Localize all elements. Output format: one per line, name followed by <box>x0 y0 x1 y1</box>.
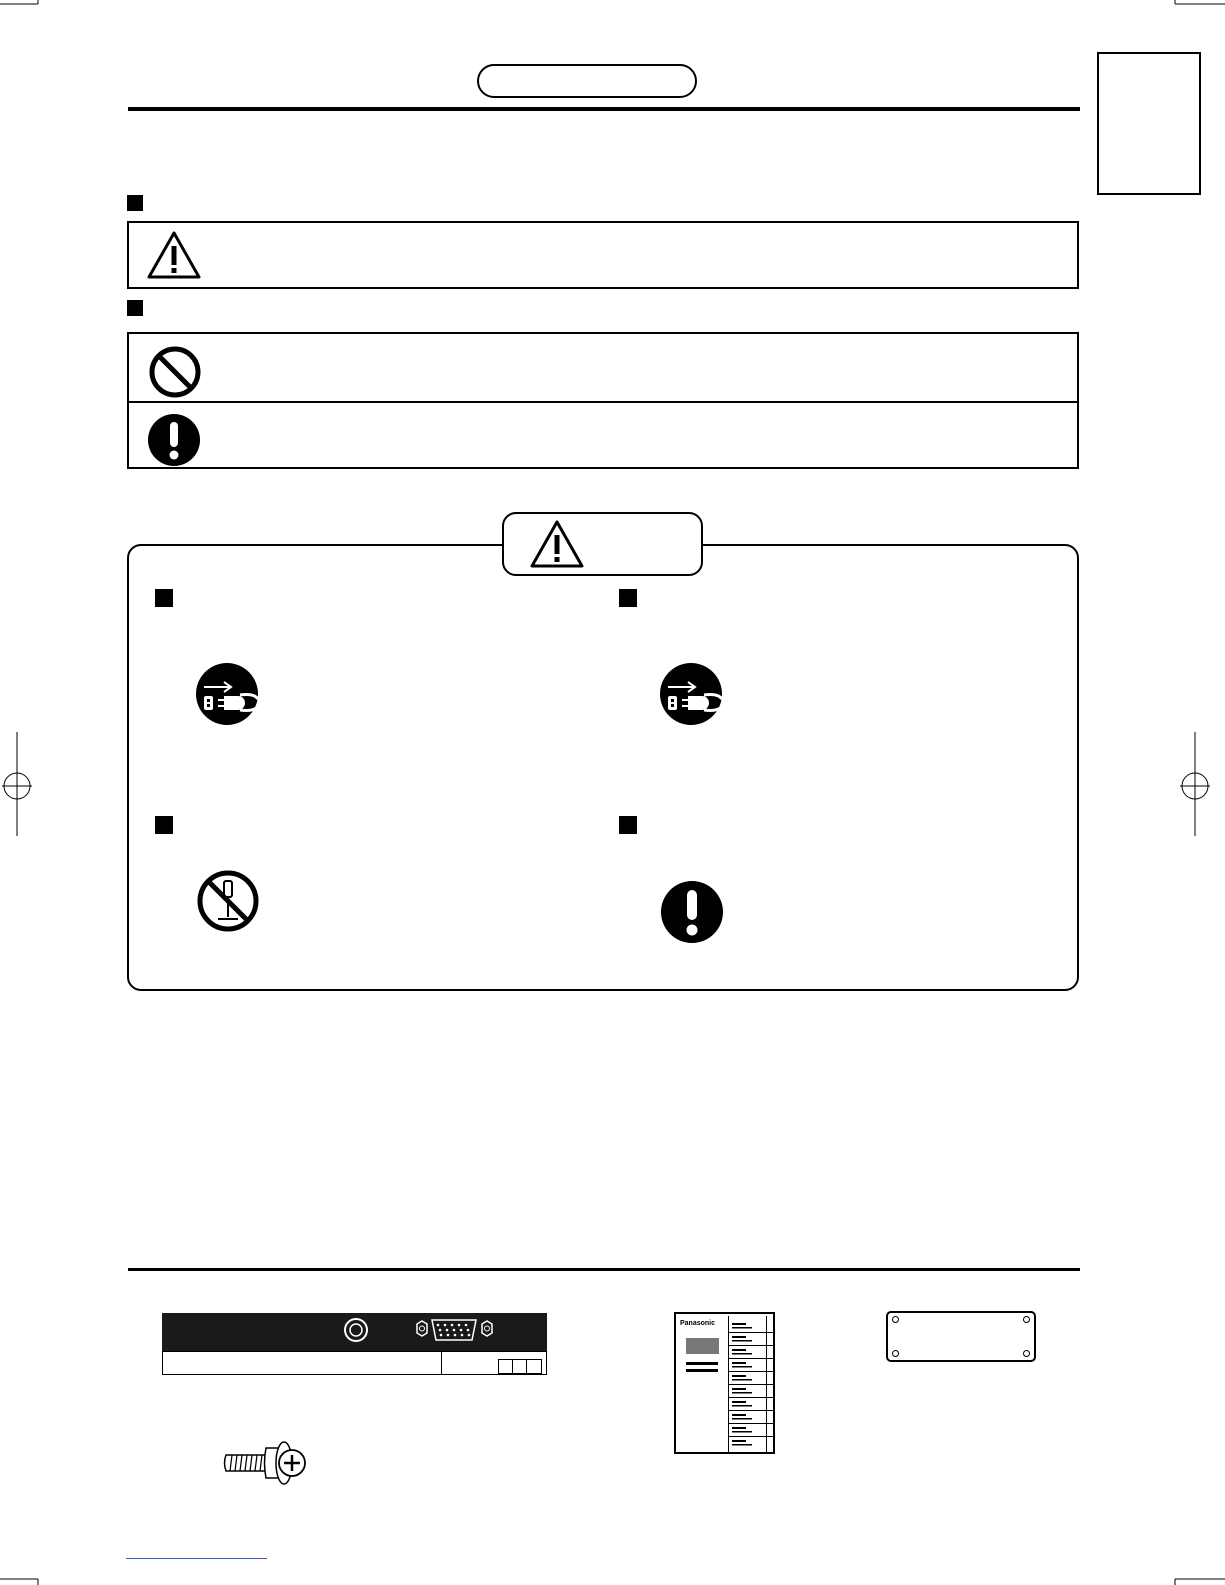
terminal-board-icon <box>162 1313 547 1375</box>
prohibition-circle-icon <box>147 344 203 400</box>
header-rule <box>128 107 1080 111</box>
manual-brand: Panasonic <box>680 1320 716 1327</box>
header-pill <box>477 64 697 98</box>
mandatory-exclamation-icon <box>147 413 201 467</box>
no-disassembly-icon <box>196 869 260 933</box>
symbol-legend-table <box>127 332 1079 469</box>
section-bullet <box>127 195 143 211</box>
warning-panel <box>127 544 1079 991</box>
warning-triangle-icon <box>528 518 586 570</box>
unplug-icon <box>196 663 258 725</box>
unplug-icon <box>660 663 722 725</box>
caution-symbol-row <box>127 221 1079 289</box>
item-bullet <box>619 589 637 607</box>
item-bullet <box>155 816 173 834</box>
mandatory-exclamation-icon <box>660 880 724 944</box>
warning-panel-title <box>502 512 703 576</box>
footer-link-underline <box>126 1558 267 1559</box>
label-plate-icon <box>886 1311 1036 1362</box>
table-divider <box>129 401 1077 403</box>
section-bullet <box>127 300 143 316</box>
accessories-rule <box>128 1268 1080 1271</box>
item-bullet <box>619 816 637 834</box>
warning-triangle-icon <box>145 229 203 281</box>
item-bullet <box>155 589 173 607</box>
screw-icon <box>222 1438 308 1488</box>
language-tab <box>1097 52 1201 195</box>
manual-booklet-icon <box>674 1312 775 1454</box>
